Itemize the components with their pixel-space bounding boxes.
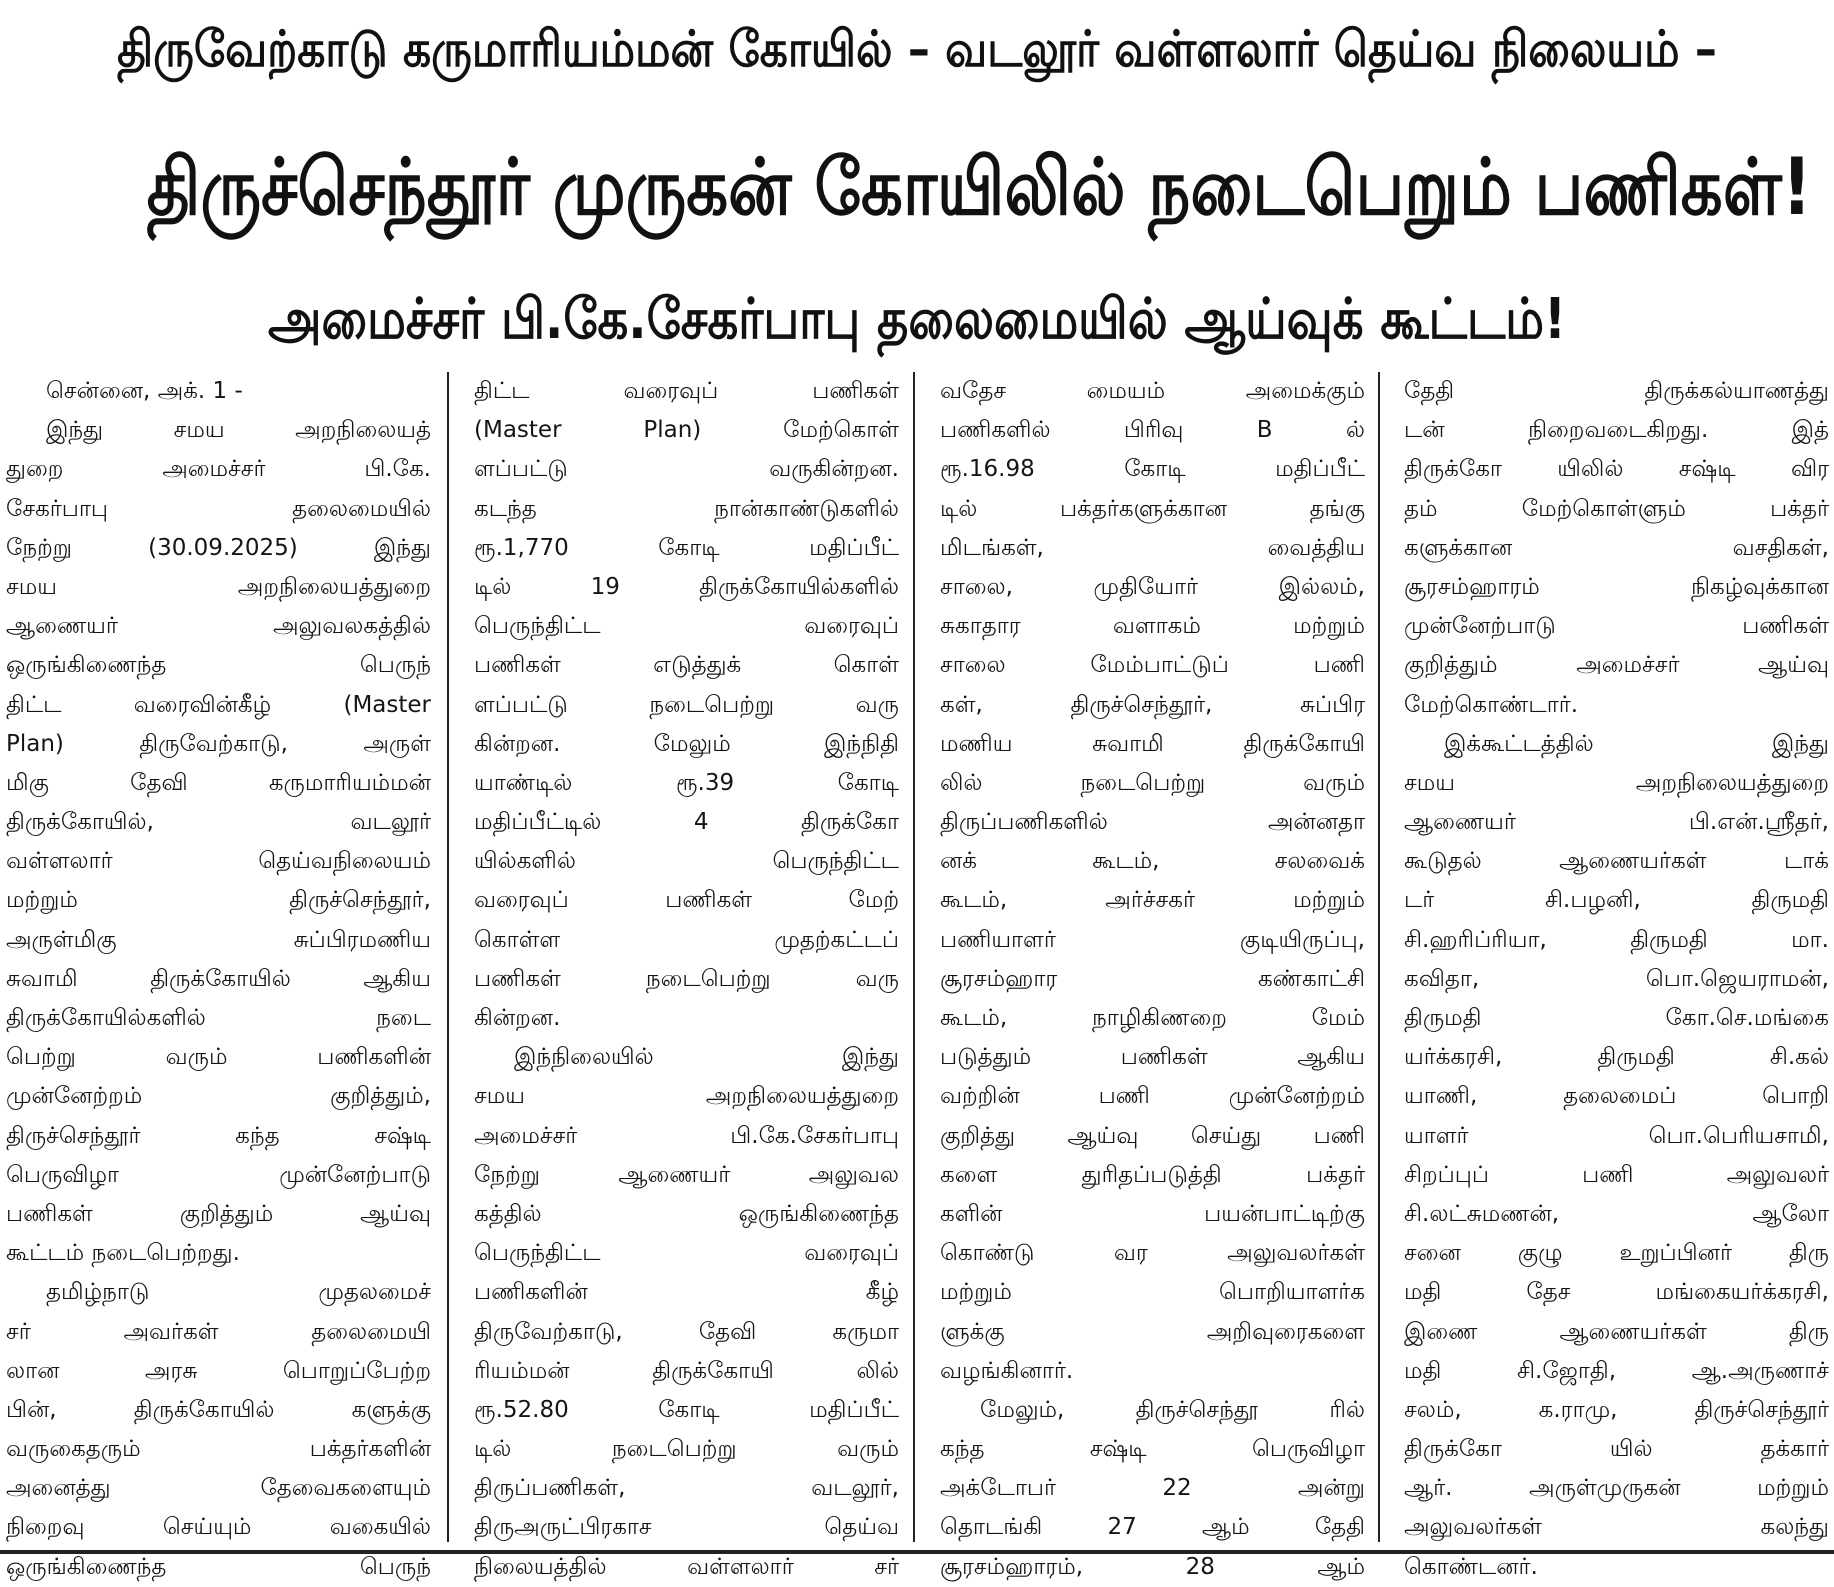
article-text-line: (Master Plan) மேற்கொள்	[474, 417, 899, 444]
article-text-line: தொடங்கி 27 ஆம் தேதி	[940, 1514, 1365, 1541]
article-text-line: வள்ளலார் தெய்வநிலையம்	[6, 848, 431, 875]
article-text-line: சர் அவர்கள் தலைமையி	[6, 1318, 431, 1345]
column-divider	[1378, 372, 1380, 1542]
article-text-line: ரூ.1,770 கோடி மதிப்பீட்	[474, 534, 899, 561]
article-text-line: நிலையத்தில் வள்ளலார் சர்	[474, 1553, 899, 1580]
article-text-line: சிறப்புப் பணி அலுவலர்	[1404, 1161, 1829, 1188]
article-text-line: மேற்கொண்டார்.	[1404, 691, 1579, 718]
article-text-line: டர் சி.பழனி, திருமதி	[1404, 887, 1829, 914]
article-text-line: யாணி, தலைமைப் பொறி	[1404, 1083, 1829, 1110]
article-text-line: கள், திருச்செந்தூர், சுப்பிர	[940, 691, 1365, 718]
article-text-line: சி.லட்சுமணன், ஆலோ	[1404, 1200, 1829, 1227]
article-text-line: சி.ஹரிப்ரியா, திருமதி மா.	[1404, 926, 1829, 953]
column-divider	[913, 372, 915, 1542]
article-text-line: களை துரிதப்படுத்தி பக்தர்	[940, 1161, 1365, 1188]
article-text-line: கவிதா, பொ.ஜெயராமன்,	[1404, 965, 1829, 992]
article-text-line: திருப்பணிகள், வடலூர்,	[474, 1475, 899, 1502]
article-text-line: கொண்டனர்.	[1404, 1553, 1538, 1580]
article-text-line: இக்கூட்டத்தில் இந்து	[1444, 730, 1829, 757]
article-text-line: முன்னேற்றம் குறித்தும்,	[6, 1083, 431, 1110]
article-text-line: ரூ.16.98 கோடி மதிப்பீட்	[940, 456, 1365, 483]
article-text-line: பணிகள் எடுத்துக் கொள்	[474, 652, 899, 679]
article-column-1	[6, 372, 431, 1580]
article-text-line: மிடங்கள், வைத்திய	[940, 534, 1365, 561]
bottom-rule	[0, 1550, 1834, 1554]
article-text-line: கூட்டம் நடைபெற்றது.	[6, 1240, 240, 1267]
article-text-line: அக்டோபர் 22 அன்று	[940, 1475, 1365, 1502]
article-text-line: வதேச மையம் அமைக்கும்	[940, 378, 1365, 404]
article-text-line: சனை குழு உறுப்பினர் திரு	[1404, 1240, 1829, 1267]
article-text-line: இந்நிலையில் இந்து	[514, 1044, 899, 1071]
article-text-line: மதி சி.ஜோதி, ஆ.அருணாச்	[1404, 1357, 1829, 1384]
article-text-line: சேகர்பாபு தலைமையில்	[6, 495, 431, 522]
article-text-line: சாலை மேம்பாட்டுப் பணி	[940, 652, 1365, 679]
article-text-line: கூடம், நாழிகிணறை மேம்	[940, 1005, 1365, 1031]
article-text-line: முன்னேற்பாடு பணிகள்	[1404, 613, 1829, 640]
article-text-line: ரியம்மன் திருக்கோயி லில்	[474, 1357, 899, 1384]
article-text-line: யாண்டில் ரூ.39 கோடி	[474, 769, 899, 796]
article-text-line: யர்க்கரசி, திருமதி சி.கல்	[1404, 1044, 1829, 1071]
article-column-3	[940, 372, 1365, 1580]
article-text-line: கொள்ள முதற்கட்டப்	[474, 926, 899, 953]
article-text-line: ஆணையர் பி.என்.ஸ்ரீதர்,	[1404, 809, 1829, 836]
article-text-line: பணிகள் நடைபெற்று வரு	[474, 965, 899, 992]
article-text-line: சமய அறநிலையத்துறை	[1404, 769, 1829, 796]
article-text-line: நேற்று ஆணையர் அலுவல	[474, 1161, 899, 1188]
article-text-line: மணிய சுவாமி திருக்கோயி	[940, 730, 1365, 757]
article-text-line: பெருந்திட்ட வரைவுப்	[474, 1240, 899, 1267]
article-text-line: குறித்து ஆய்வு செய்து பணி	[940, 1122, 1365, 1149]
article-text-line: கடந்த நான்காண்டுகளில்	[474, 495, 899, 522]
article-text-line: கொண்டு வர அலுவலர்கள்	[940, 1240, 1365, 1267]
article-text-line: திருக்கோயில்களில் நடை	[6, 1005, 431, 1031]
article-text-line: படுத்தும் பணிகள் ஆகிய	[940, 1044, 1365, 1071]
article-text-line: மற்றும் திருச்செந்தூர்,	[6, 887, 431, 914]
article-text-line: வருகைதரும் பக்தர்களின்	[6, 1436, 431, 1463]
main-headline: திருச்செந்தூர் முருகன் கோயிலில் நடைபெறும் பணிகள்!	[146, 143, 1812, 233]
article-text-line: திருக்கோ யில் தக்கார்	[1404, 1436, 1829, 1463]
article-text-line: சூரசம்ஹாரம் நிகழ்வுக்கான	[1404, 573, 1829, 600]
article-text-line: சுவாமி திருக்கோயில் ஆகிய	[6, 965, 431, 992]
article-text-line: மதி தேச மங்கையர்க்கரசி,	[1404, 1279, 1829, 1306]
article-column-2	[474, 372, 899, 1580]
article-text-line: அருள்மிகு சுப்பிரமணிய	[6, 926, 431, 953]
article-text-line: பின், திருக்கோயில் களுக்கு	[6, 1396, 431, 1423]
article-text-line: பணிகள் குறித்தும் ஆய்வு	[6, 1200, 431, 1227]
article-text-line: கின்றன.	[474, 1005, 561, 1031]
article-text-line: கூடுதல் ஆணையர்கள் டாக்	[1404, 848, 1829, 875]
article-text-line: Plan) திருவேற்காடு, அருள்	[6, 730, 431, 757]
article-text-line: அனைத்து தேவைகளையும்	[6, 1475, 431, 1502]
article-text-line: ளப்பட்டு நடைபெற்று வரு	[474, 691, 899, 718]
article-text-line: ரூ.52.80 கோடி மதிப்பீட்	[474, 1396, 899, 1423]
article-text-line: பெருவிழா முன்னேற்பாடு	[6, 1161, 431, 1188]
article-text-line: பெருந்திட்ட வரைவுப்	[474, 613, 899, 640]
article-text-line: அலுவலர்கள் கலந்து	[1404, 1514, 1829, 1541]
article-text-line: திருஅருட்பிரகாச தெய்வ	[474, 1514, 899, 1541]
article-text-line: வழங்கினார்.	[940, 1357, 1074, 1384]
article-text-line: யில்களில் பெருந்திட்ட	[474, 848, 899, 875]
article-text-line: வற்றின் பணி முன்னேற்றம்	[940, 1083, 1365, 1110]
article-text-line: தமிழ்நாடு முதலமைச்	[46, 1279, 431, 1306]
article-text-line: திருப்பணிகளில் அன்னதா	[940, 809, 1365, 836]
article-text-line: டில் நடைபெற்று வரும்	[474, 1436, 899, 1463]
article-text-line: லில் நடைபெற்று வரும்	[940, 769, 1365, 796]
article-text-line: மிகு தேவி கருமாரியம்மன்	[6, 769, 431, 796]
article-text-line: திட்ட வரைவுப் பணிகள்	[474, 378, 899, 404]
article-text-line: அமைச்சர் பி.கே.சேகர்பாபு	[474, 1122, 899, 1149]
article-text-line: கந்த சஷ்டி பெருவிழா	[940, 1436, 1365, 1463]
article-text-line: இணை ஆணையர்கள் திரு	[1404, 1318, 1829, 1345]
article-text-line: திட்ட வரைவின்கீழ் (Master	[6, 691, 431, 718]
article-text-line: வரைவுப் பணிகள் மேற்	[474, 887, 899, 914]
article-text-line: திருக்கோ யிலில் சஷ்டி விர	[1404, 456, 1829, 483]
article-text-line: டன் நிறைவடைகிறது. இத்	[1404, 417, 1829, 444]
article-text-line: சுகாதார வளாகம் மற்றும்	[940, 613, 1365, 640]
article-text-line: மற்றும் பொறியாளர்க	[940, 1279, 1365, 1306]
article-text-line: திருக்கோயில், வடலூர்	[6, 809, 431, 836]
article-text-line: மேலும், திருச்செந்தூ ரில்	[980, 1396, 1365, 1423]
article-text-line: களின் பயன்பாட்டிற்கு	[940, 1200, 1365, 1227]
article-text-line: துறை அமைச்சர் பி.கே.	[6, 456, 431, 483]
article-text-line: லான அரசு பொறுப்பேற்ற	[6, 1357, 431, 1384]
article-text-line: சமய அறநிலையத்துறை	[474, 1083, 899, 1110]
article-text-line: சூரசம்ஹாரம், 28 ஆம்	[940, 1553, 1365, 1580]
article-text-line: கூடம், அர்ச்சகர் மற்றும்	[940, 887, 1365, 914]
article-text-line: குறித்தும் அமைச்சர் ஆய்வு	[1404, 652, 1829, 679]
kicker-headline: திருவேற்காடு கருமாரியம்மன் கோயில் – வடலூர் வள்ளலார் தெய்வ நிலையம் –	[117, 20, 1717, 78]
article-text-line: சலம், க.ராமு, திருச்செந்தூர்	[1404, 1396, 1829, 1423]
article-text-line: மதிப்பீட்டில் 4 திருக்கோ	[474, 809, 899, 836]
article-text-line: திருவேற்காடு, தேவி கருமா	[474, 1318, 899, 1345]
article-text-line: ஆர். அருள்முருகன் மற்றும்	[1404, 1475, 1829, 1502]
article-text-line: திருச்செந்தூர் கந்த சஷ்டி	[6, 1122, 431, 1149]
article-text-line: கத்தில் ஒருங்கிணைந்த	[474, 1200, 899, 1227]
article-text-line: ஒருங்கிணைந்த பெருந்	[6, 652, 431, 679]
article-text-line: பெற்று வரும் பணிகளின்	[6, 1044, 431, 1071]
article-text-line: ளுக்கு அறிவுரைகளை	[940, 1318, 1365, 1345]
article-text-line: சமய அறநிலையத்துறை	[6, 573, 431, 600]
article-text-line: சூரசம்ஹார கண்காட்சி	[940, 965, 1365, 992]
article-text-line: நிறைவு செய்யும் வகையில்	[6, 1514, 431, 1541]
article-text-line: இந்து சமய அறநிலையத்	[46, 417, 431, 444]
article-column-4	[1404, 372, 1829, 1580]
article-text-line: டில் பக்தர்களுக்கான தங்கு	[940, 495, 1365, 522]
article-text-line: பணிகளில் பிரிவு B ல்	[940, 417, 1365, 444]
article-text-line: களுக்கான வசதிகள்,	[1404, 534, 1829, 561]
column-divider	[447, 372, 449, 1542]
article-text-line: யாளர் பொ.பெரியசாமி,	[1404, 1122, 1829, 1149]
article-text-line: தம் மேற்கொள்ளும் பக்தர்	[1404, 495, 1829, 522]
article-text-line: தேதி திருக்கல்யாணத்து	[1404, 378, 1829, 404]
article-text-line: பணிகளின் கீழ்	[474, 1279, 899, 1306]
article-text-line: கின்றன. மேலும் இந்நிதி	[474, 730, 899, 757]
article-text-line: டில் 19 திருக்கோயில்களில்	[474, 573, 899, 600]
article-text-line: ஆணையர் அலுவலகத்தில்	[6, 613, 431, 640]
article-text-line: ளப்பட்டு வருகின்றன.	[474, 456, 899, 483]
article-text-line: சென்னை, அக். 1 -	[46, 378, 243, 404]
article-text-line: பணியாளர் குடியிருப்பு,	[940, 926, 1365, 953]
article-text-line: னக் கூடம், சலவைக்	[940, 848, 1365, 875]
article-text-line: திருமதி கோ.செ.மங்கை	[1404, 1005, 1829, 1031]
article-text-line: சாலை, முதியோர் இல்லம்,	[940, 573, 1365, 600]
sub-headline: அமைச்சர் பி.கே.சேகர்பாபு தலைமையில் ஆய்வுக் கூட்டம்!	[267, 287, 1567, 352]
article-text-line: நேற்று (30.09.2025) இந்து	[6, 534, 431, 561]
article-text-line: ஒருங்கிணைந்த பெருந்	[6, 1553, 431, 1580]
